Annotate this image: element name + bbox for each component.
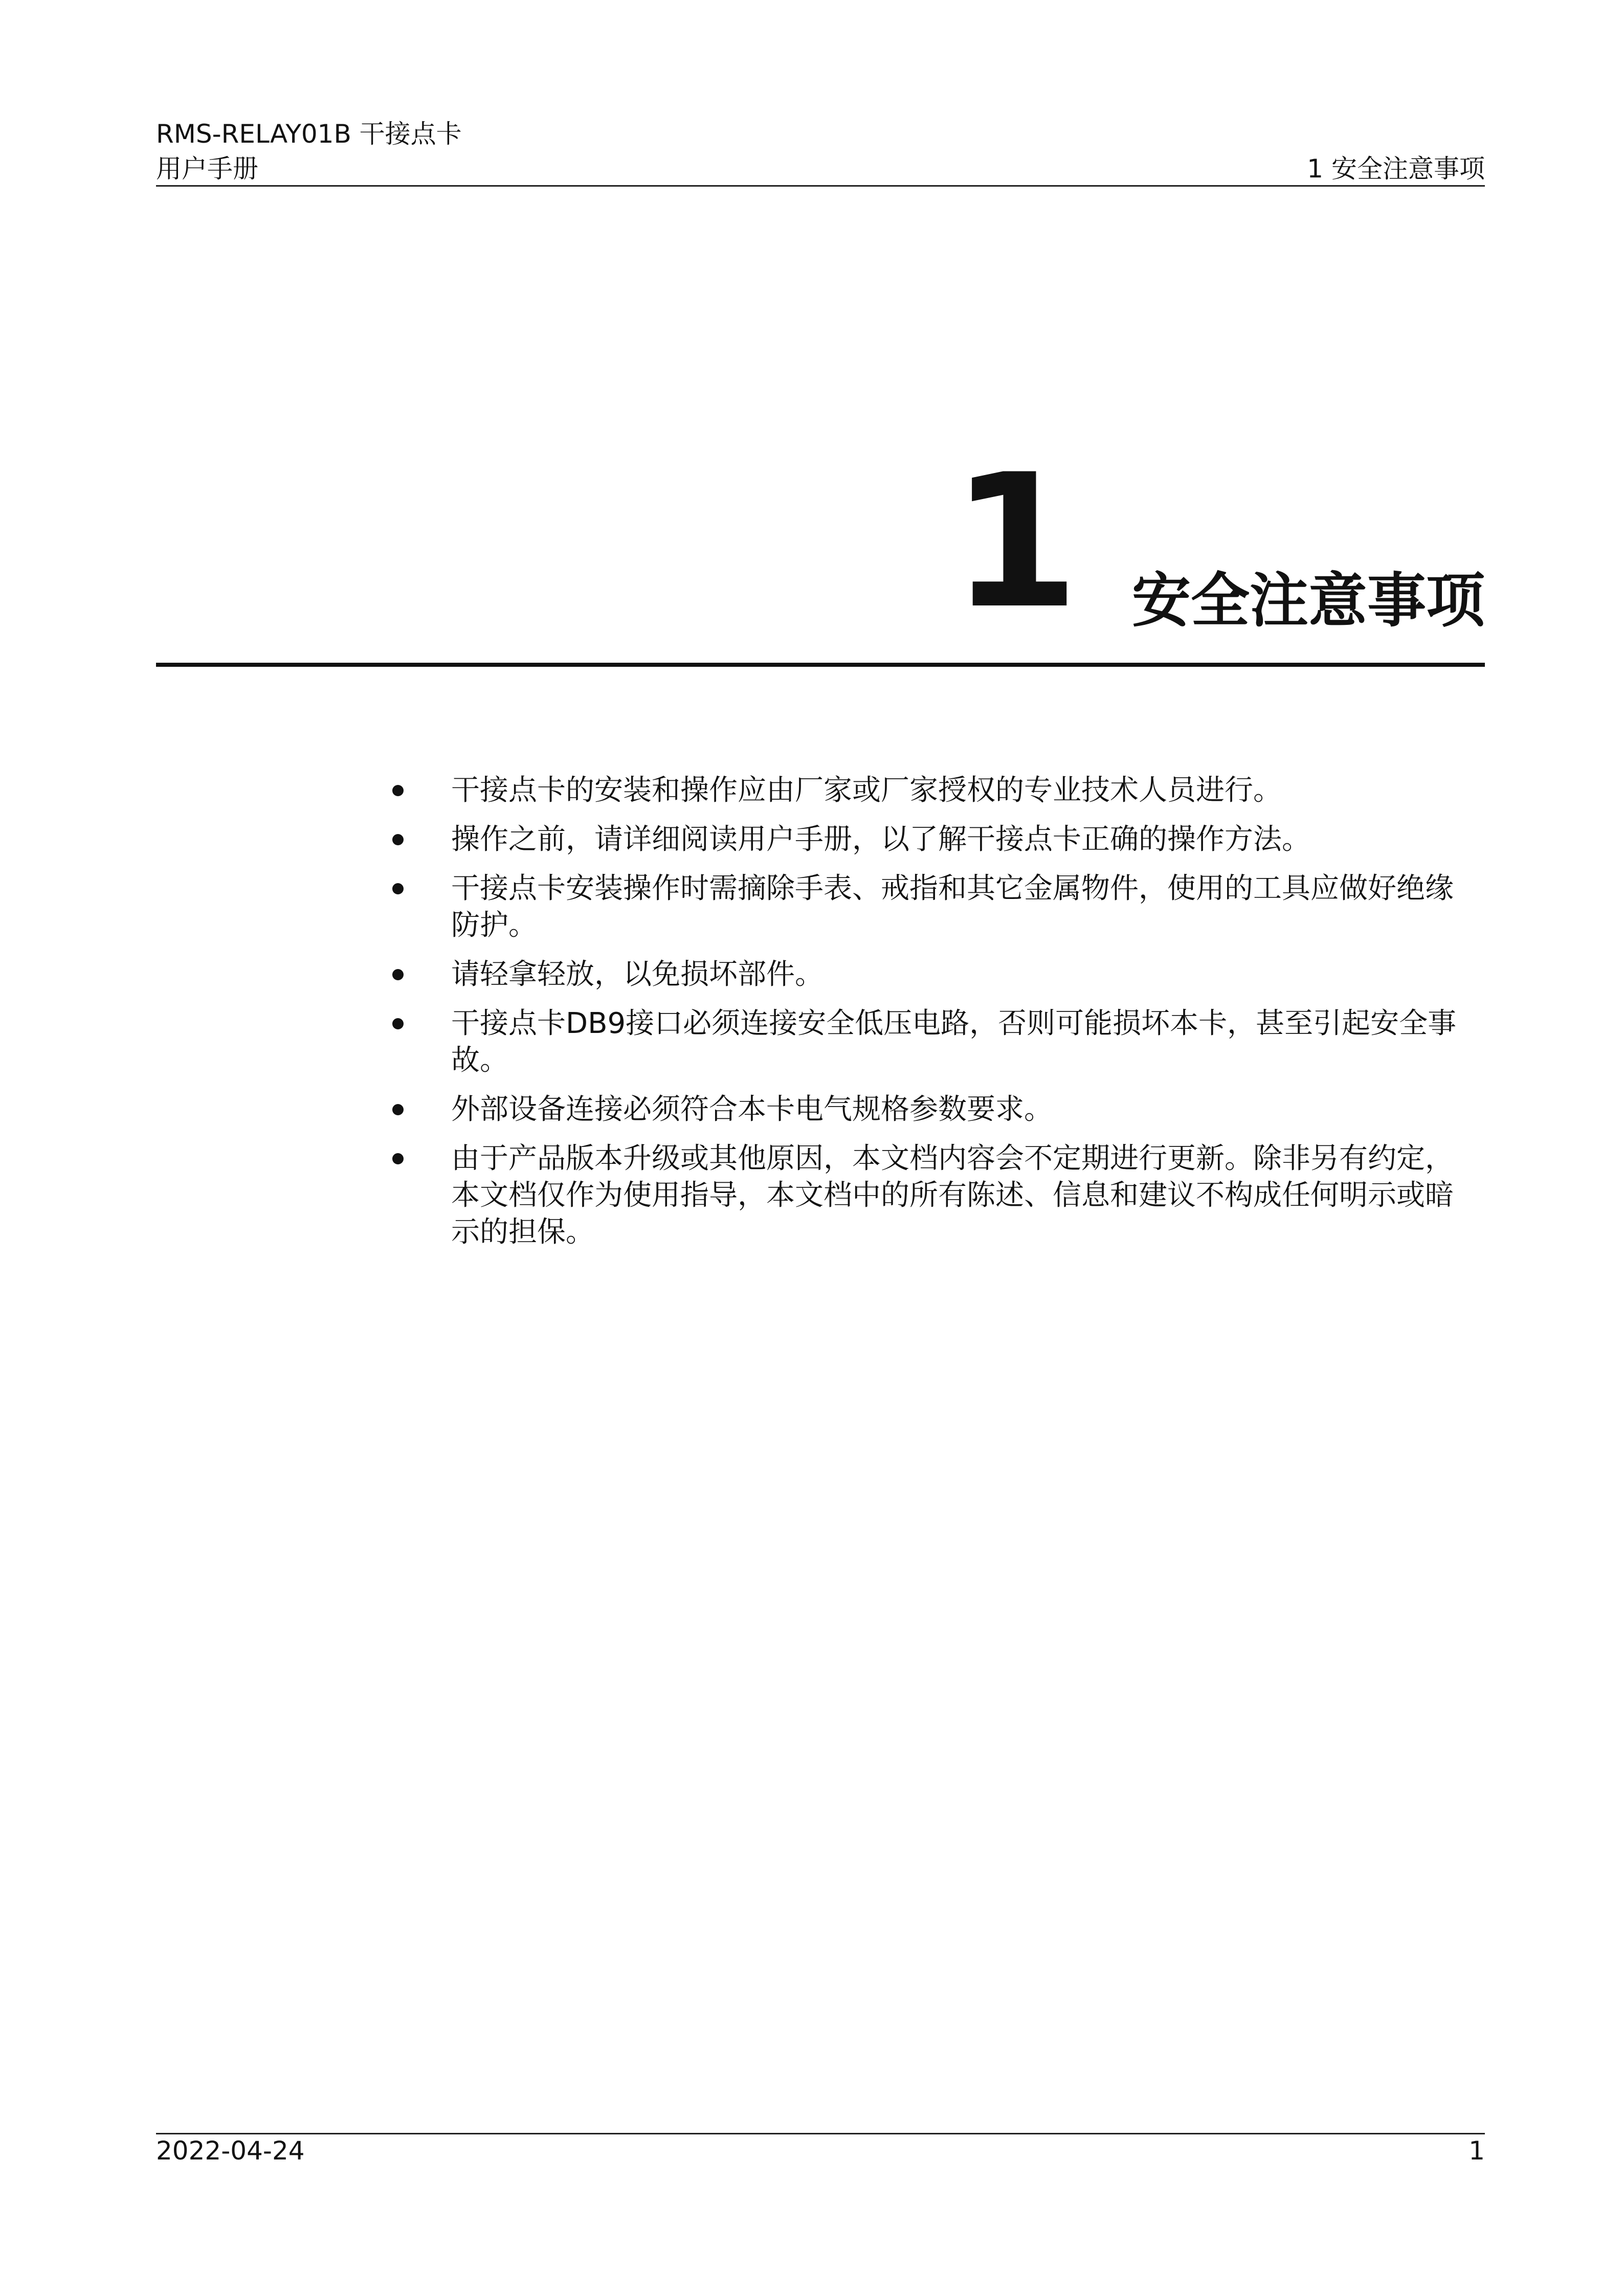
- bullet-icon: [392, 834, 404, 845]
- list-item-text: 干接点卡安装操作时需摘除手表、戒指和其它金属物件，使用的工具应做好绝缘防护。: [451, 872, 1454, 942]
- chapter-divider: [156, 663, 1485, 667]
- bullet-icon: [392, 1018, 404, 1029]
- safety-notice-list: [389, 772, 1468, 1263]
- chapter-title: 安全注意事项: [1131, 567, 1485, 635]
- product-name: RMS-RELAY01B 干接点卡: [156, 119, 462, 149]
- bullet-icon: [392, 969, 404, 980]
- running-header-left: [156, 117, 462, 186]
- list-item-text: 外部设备连接必须符合本卡电气规格参数要求。: [451, 1093, 1053, 1126]
- list-item-text: 干接点卡DB9接口必须连接安全低压电路，否则可能损坏本卡，甚至引起安全事故。: [451, 1007, 1457, 1077]
- running-header-section: 1 安全注意事项: [1307, 154, 1485, 184]
- list-item-text: 干接点卡的安装和操作应由厂家或厂家授权的专业技术人员进行。: [451, 774, 1282, 807]
- list-item-text: 请轻拿轻放，以免损坏部件。: [451, 958, 824, 991]
- footer-divider: [156, 2133, 1485, 2134]
- bullet-icon: [392, 1153, 404, 1164]
- list-item: [389, 870, 1468, 944]
- bullet-icon: [392, 1104, 404, 1115]
- bullet-icon: [392, 883, 404, 894]
- list-item: [389, 821, 1468, 858]
- list-item-text: 操作之前，请详细阅读用户手册，以了解干接点卡正确的操作方法。: [451, 823, 1310, 856]
- list-item: [389, 1140, 1468, 1251]
- page-number: 1: [1469, 2136, 1485, 2166]
- header-divider: [156, 185, 1485, 187]
- bullet-icon: [392, 785, 404, 796]
- list-item: [389, 772, 1468, 809]
- list-item: [389, 956, 1468, 993]
- list-item: [389, 1005, 1468, 1079]
- list-item-text: 由于产品版本升级或其他原因，本文档内容会不定期进行更新。除非另有约定，本文档仅作为使用指导，本文档中的所有陈述、信息和建议不构成任何明示或暗示的担保。: [451, 1142, 1454, 1249]
- footer-date: 2022-04-24: [156, 2136, 305, 2166]
- list-item: [389, 1091, 1468, 1128]
- chapter-number: 1: [951, 435, 1079, 649]
- document-type: 用户手册: [156, 154, 258, 184]
